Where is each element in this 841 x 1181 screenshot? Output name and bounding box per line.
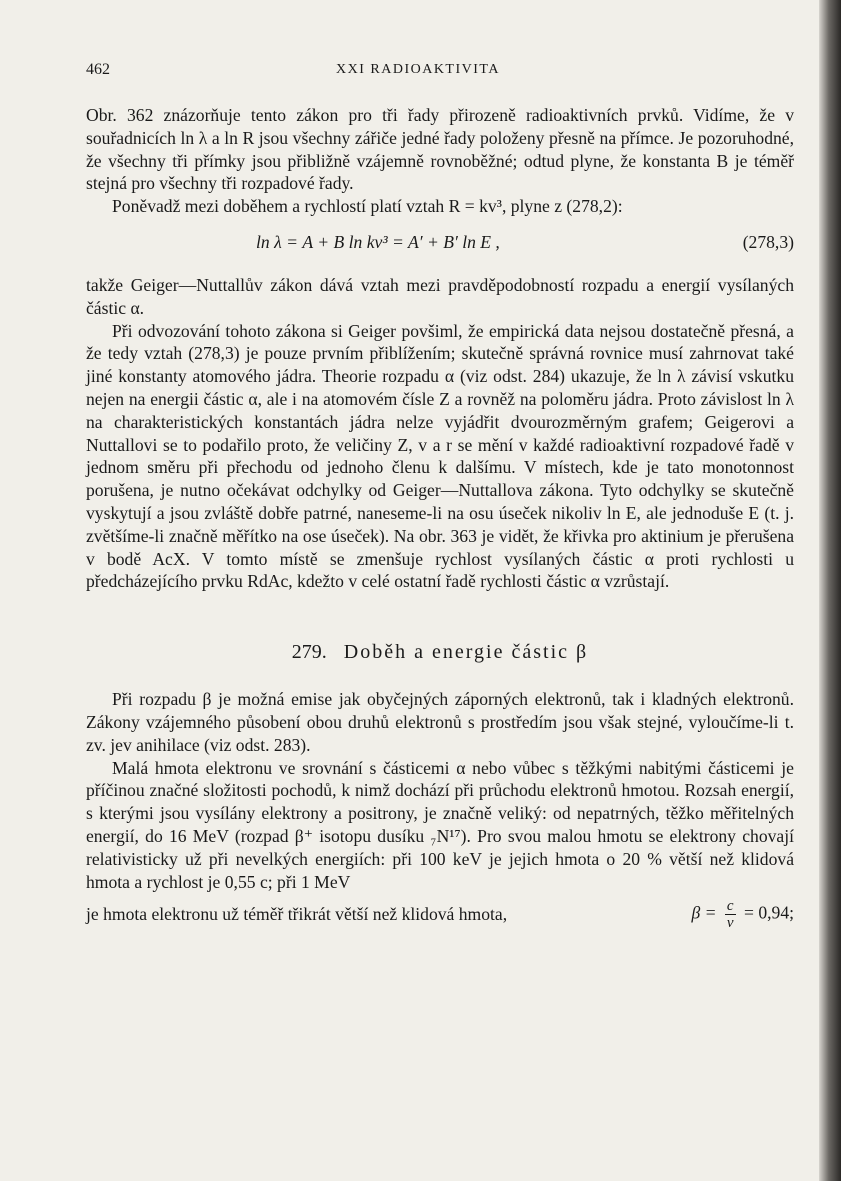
beta-result: = 0,94; (744, 902, 794, 923)
formula-line (86, 899, 794, 929)
paragraph-geiger-nuttall: takže Geiger—Nuttallův zákon dává vztah mezi pravděpodobností rozpadu a energií vysílaných částic α. (86, 274, 794, 318)
section-heading (86, 641, 794, 664)
beta-formula (691, 898, 794, 931)
equation-number: (278,3) (742, 232, 794, 253)
paragraph-intro: Obr. 362 znázorňuje tento zákon pro tři řady přirozeně radioaktivních prvků. Vidíme, že v souřadnicích ln λ a ln R jsou všechny zářiče jedné řady položeny přesně na přímce. Je pozoruhodné, že všechny tři přímky jsou přibližně vzájemně rovnoběžné; odtud plyne, že konstanta B je téměř stejná pro všechny tři rozpadové řady. (86, 105, 794, 194)
running-head: XXI RADIOAKTIVITA (336, 62, 500, 77)
paragraph-relation: Poněvadž mezi doběhem a rychlostí platí vztah R = kv³, plyne z (278,2): (112, 196, 623, 217)
fraction-numerator: c (726, 897, 734, 914)
paragraph-beta-decay: Při rozpadu β je možná emise jak obyčejných záporných elektronů, tak i kladných elektronů. Zákony vzájemného působení obou druhů elektronů s prostředím jsou však stejné, vyloučíme-li t. zv. jev anihilace (viz odst. 283). (86, 689, 794, 755)
paragraph-electron-mass: Malá hmota elektronu ve srovnání s částicemi α nebo vůbec s těžkými nabitými částicemi je příčinou značné složitosti pochodů, k nimž dochází při průchodu elektronů hmotou. Rozsah energií, s kterými jsou vysílány elektrony a positrony, je značně veliký: od nepatrných, těžko měřitelných energií, do 16 MeV (rozpad β⁺ isotopu dusíku ₇N¹⁷). Pro svou malou hmotu se elektrony chovají relativisticky už při nevelkých energiích: při 100 keV je jejich hmota o 20 % větší než klidová hmota a rychlost je 0,55 c; při 1 MeV (86, 757, 794, 892)
book-page (86, 58, 794, 929)
equation-278-3 (86, 228, 794, 258)
section-number: 279. (291, 641, 327, 664)
section-title: Doběh a energie částic β (343, 641, 589, 664)
velocity-fraction (725, 898, 736, 931)
paragraph-derivation: Při odvozování tohoto zákona si Geiger povšiml, že empirická data nejsou dostatečně přesná, a že tedy vztah (278,3) je pouze prvním přiblížením; skutečně správná rovnice musí zahrnovat také jiné konstanty atomového jádra. Theorie rozpadu α (viz odst. 284) ukazuje, že ln λ závisí vskutku nejen na energii částic α, ale i na atomovém čísle Z a rovněž na poloměru jádra. Proto závislost ln λ na charakteristických konstantách jádra nelze vyjádřit dvourozměrným grafem; Geigerovi a Nuttallovi se to podařilo proto, že veličiny Z, v a r se mění v každé radioaktivní rozpadové řadě v jednom směru při přechodu od jednoho členu k dalšímu. V místech, kde je tato monotonnost porušena, je nutno očekávat odchylky od Geiger—Nuttallova zákona. Tyto odchylky se skutečně vyskytují a jsou zvláště dobře patrné, naneseme-li na osu úseček nikoliv ln E, ale jednoduše E (t. j. zvětšíme-li značně měřítko na ose úseček). Na obr. 363 je vidět, že křivka pro aktinium je přerušena v bodě AcX. V tomto místě se zmenšuje rychlost vysílaných částic α proti rychlosti u předcházejícího prvku RdAc, kdežto v celé ostatní řadě rychlosti částic α vzrůstají. (86, 320, 794, 592)
page-header (86, 58, 794, 82)
equation-body: ln λ = A + B ln kv³ = A′ + B′ ln E , (256, 232, 500, 253)
fraction-denominator: v (726, 914, 734, 931)
beta-symbol: β = (691, 902, 717, 923)
binding-shadow (819, 0, 841, 1181)
formula-line-text: je hmota elektronu už téměř třikrát větší než klidová hmota, (86, 903, 508, 924)
page-number: 462 (86, 61, 110, 78)
